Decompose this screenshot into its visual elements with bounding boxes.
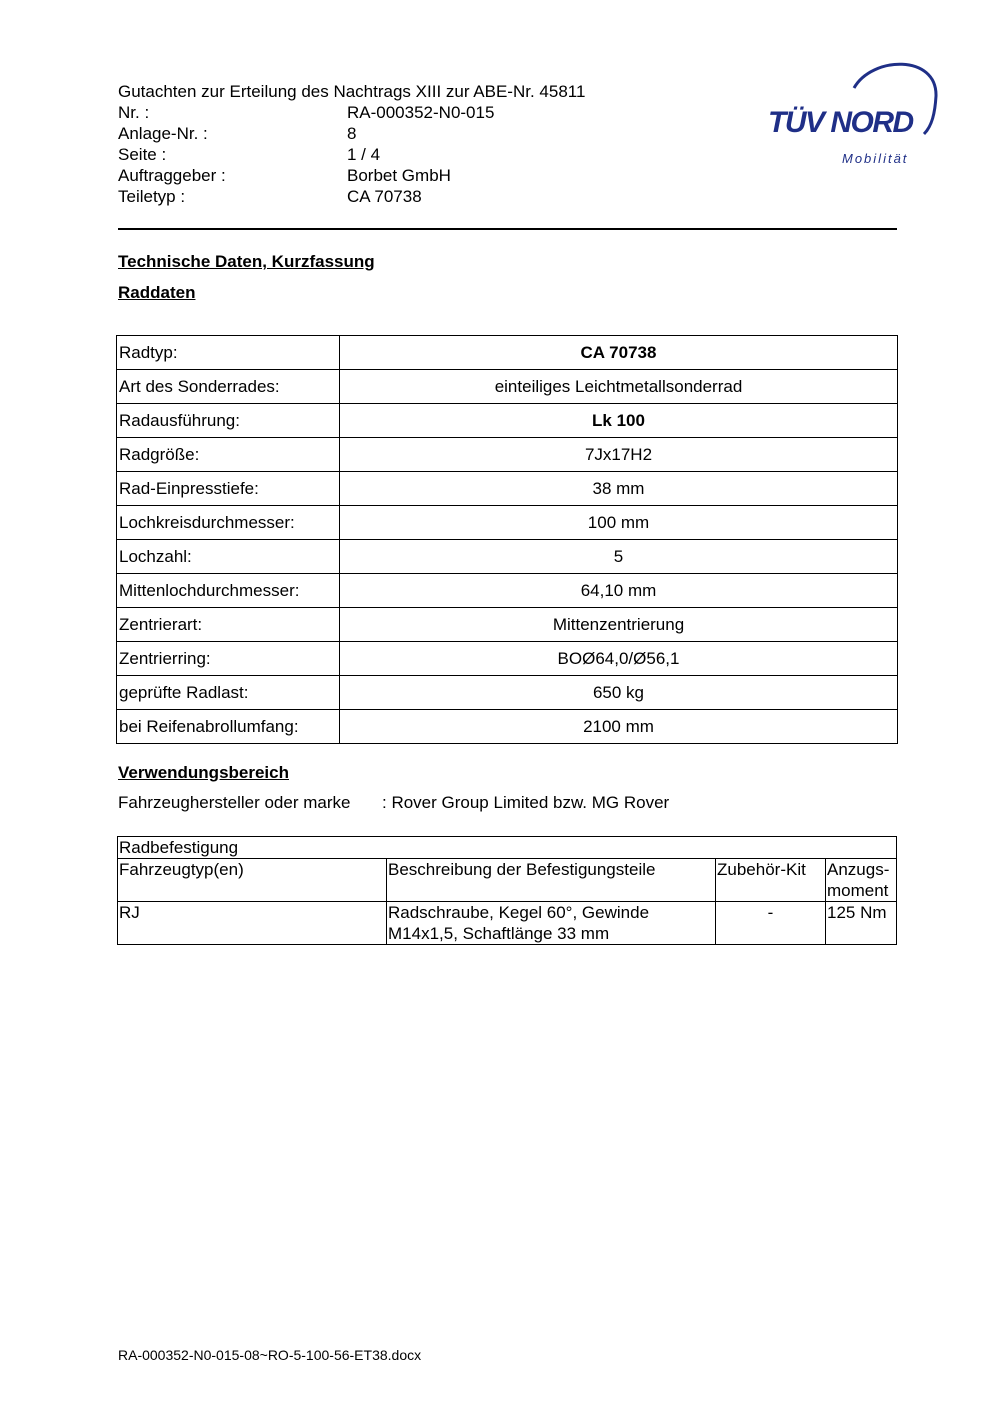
row-label: Radausführung: <box>117 404 340 438</box>
row-value: 7Jx17H2 <box>340 438 898 472</box>
row-label: Radtyp: <box>117 336 340 370</box>
section-title: Technische Daten, Kurzfassung <box>118 252 375 271</box>
header-row-teiletyp <box>118 186 585 207</box>
row-value: 2100 mm <box>340 710 898 744</box>
table-row <box>117 370 898 404</box>
document-title: Gutachten zur Erteilung des Nachtrags XIII zur ABE-Nr. 45811 <box>118 82 586 101</box>
row-label: Rad-Einpresstiefe: <box>117 472 340 506</box>
row-value: 100 mm <box>340 506 898 540</box>
header-label: Seite : <box>118 145 167 164</box>
table-row <box>117 710 898 744</box>
table-row <box>117 438 898 472</box>
table-row <box>117 506 898 540</box>
row-label: Radgröße: <box>117 438 340 472</box>
row-value: einteiliges Leichtmetallsonderrad <box>340 370 898 404</box>
row-label: Zentrierring: <box>117 642 340 676</box>
row-label: Lochzahl: <box>117 540 340 574</box>
header-value: 1 / 4 <box>347 145 381 164</box>
header-row-nr <box>118 102 585 123</box>
row-label: Lochkreisdurchmesser: <box>117 506 340 540</box>
row-label: Zentrierart: <box>117 608 340 642</box>
row-value: Mittenzentrierung <box>340 608 898 642</box>
row-value: 650 kg <box>340 676 898 710</box>
usage-label: Fahrzeughersteller oder marke <box>118 793 351 812</box>
column-header: Anzugs-moment <box>826 859 897 902</box>
table-row <box>117 404 898 438</box>
column-header: Zubehör-Kit <box>716 859 826 902</box>
row-label: geprüfte Radlast: <box>117 676 340 710</box>
row-value: CA 70738 <box>340 336 898 370</box>
table-header-row <box>118 859 897 902</box>
column-header: Fahrzeugtyp(en) <box>118 859 387 902</box>
table-cell: - <box>716 902 826 945</box>
header-row-anlage <box>118 123 585 144</box>
row-value: 5 <box>340 540 898 574</box>
header-label: Anlage-Nr. : <box>118 124 208 143</box>
header-row-seite <box>118 144 585 165</box>
logo-subtitle: Mobilität <box>842 151 909 166</box>
table-row <box>117 642 898 676</box>
table-row <box>117 574 898 608</box>
usage-value: : Rover Group Limited bzw. MG Rover <box>382 793 670 812</box>
row-label: Art des Sonderrades: <box>117 370 340 404</box>
table-row <box>117 472 898 506</box>
row-label: bei Reifenabrollumfang: <box>117 710 340 744</box>
row-value: Lk 100 <box>340 404 898 438</box>
header-label: Nr. : <box>118 103 150 122</box>
logo-text: TÜV NORD <box>768 106 913 139</box>
table-row <box>117 608 898 642</box>
row-value: 38 mm <box>340 472 898 506</box>
raddaten-title: Raddaten <box>118 283 196 302</box>
header-value: Borbet GmbH <box>347 166 451 185</box>
header-label: Teiletyp : <box>118 187 186 206</box>
table-row <box>117 540 898 574</box>
row-value: BOØ64,0/Ø56,1 <box>340 642 898 676</box>
row-label: Mittenlochdurchmesser: <box>117 574 340 608</box>
table-row <box>117 676 898 710</box>
row-value: 64,10 mm <box>340 574 898 608</box>
column-header: Beschreibung der Befestigungsteile <box>387 859 716 902</box>
header-value: CA 70738 <box>347 187 422 206</box>
document-header <box>118 81 585 207</box>
table-title-row <box>118 837 897 859</box>
radbefestigung-table <box>117 836 897 945</box>
tuev-nord-logo <box>762 58 942 173</box>
header-value: RA-000352-N0-015 <box>347 103 495 122</box>
table-title: Radbefestigung <box>118 837 897 859</box>
table-row <box>118 902 897 945</box>
table-row <box>117 336 898 370</box>
header-divider <box>118 228 897 230</box>
header-value: 8 <box>347 124 357 143</box>
table-cell: Radschraube, Kegel 60°, Gewinde M14x1,5, Schaftlänge 33 mm <box>387 902 716 945</box>
header-label: Auftraggeber : <box>118 166 226 185</box>
table-cell: RJ <box>118 902 387 945</box>
raddaten-table <box>116 335 898 744</box>
header-row-auftraggeber <box>118 165 585 186</box>
table-cell: 125 Nm <box>826 902 897 945</box>
usage-title: Verwendungsbereich <box>118 763 289 782</box>
footer-filename: RA-000352-N0-015-08~RO-5-100-56-ET38.docx <box>118 1347 422 1363</box>
usage-line <box>118 793 669 813</box>
